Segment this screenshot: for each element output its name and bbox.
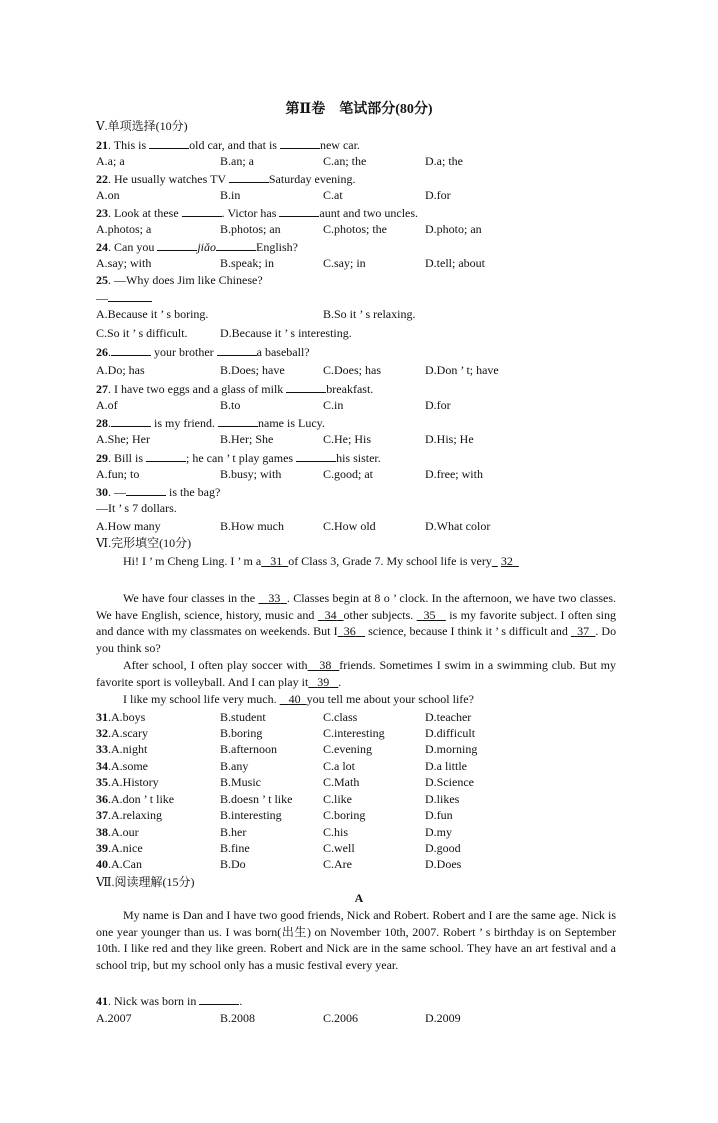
options-37: 37. A.relaxing B.interesting C.boring D.fun	[96, 808, 453, 822]
options-29: A.fun; to B.busy; with C.good; at D.free; with	[96, 467, 483, 481]
question-24: 24. Can you jiǎo English?	[96, 240, 299, 254]
options-25-row2: C.So it ’ s difficult. D.Because it ’ s interesting.	[96, 326, 352, 340]
options-23: A.photos; a B.photos; an C.photos; the D.photo; an	[96, 222, 482, 236]
section-heading-reading: Ⅶ.阅读理解(15分)	[96, 875, 195, 889]
options-32: 32. A.scary B.boring C.interesting D.difficult	[96, 726, 476, 740]
options-27: A.of B.to C.in D.for	[96, 398, 451, 412]
cloze-paragraph-2: We have four classes in the 33 . Classes begin at 8 o ’ clock. In the afternoon, we have two classes. We have English, science, history, music and 34 other subjects. 35 is my favorite subject. I often sing and dance with my classmates on weekends. But I 36 science, because I think it ’ s difficult and 37 . Do you think so?	[96, 591, 617, 655]
question-26: 26. your brother a baseball?	[96, 345, 310, 359]
question-30: 30. — is the bag?	[96, 485, 221, 499]
options-40: 40. A.Can B.Do C.Are D.Does	[96, 857, 462, 871]
cloze-paragraph-1: Hi! I ’ m Cheng Ling. I ’ m a 31 of Class 3, Grade 7. My school life is very 32	[123, 554, 513, 568]
question-29: 29. Bill is ; he can ’ t play games his sister.	[96, 451, 381, 465]
options-33: 33. A.night B.afternoon C.evening D.morning	[96, 742, 478, 756]
options-30: A.How many B.How much C.How old D.What color	[96, 519, 491, 533]
question-25: 25. —Why does Jim like Chinese?	[96, 273, 263, 287]
answer-line-30: —It ’ s 7 dollars.	[96, 501, 177, 515]
options-28: A.She; Her B.Her; She C.He; His D.His; He	[96, 432, 474, 446]
question-23: 23. Look at these . Victor has aunt and two uncles.	[96, 206, 419, 220]
options-39: 39. A.nice B.fine C.well D.good	[96, 841, 461, 855]
answer-line-25: —	[96, 289, 152, 306]
section-heading-cloze: Ⅵ.完形填空(10分)	[96, 536, 192, 550]
options-41: A.2007 B.2008 C.2006 D.2009	[96, 1011, 461, 1025]
reading-passage-a: My name is Dan and I have two good friends, Nick and Robert. Robert and I are the same age. Nick is one year younger than us. I was born(出生) on November 10th, 2007. Robert ’ s birthday is on September 10th. I like red and they like green. Robert and Nick are in the same school. They have an art festival and a school trip, but my school only has a music festival every year.	[96, 908, 616, 972]
options-26: A.Do; has B.Does; have C.Does; has D.Don ’ t; have	[96, 363, 499, 377]
options-36: 36. A.don ’ t like B.doesn ’ t like C.like D.likes	[96, 792, 460, 806]
cloze-paragraph-4: I like my school life very much. 40 you tell me about your school life?	[123, 692, 474, 706]
options-21: A.a; a B.an; a C.an; the D.a; the	[96, 154, 463, 168]
question-27: 27. I have two eggs and a glass of milk breakfast.	[96, 382, 374, 396]
question-28: 28. is my friend. name is Lucy.	[96, 416, 325, 430]
options-25-row1: A.Because it ’ s boring. B.So it ’ s relaxing.	[96, 307, 416, 321]
passage-label-a: A	[354, 891, 364, 905]
options-34: 34. A.some B.any C.a lot D.a little	[96, 759, 467, 773]
section-heading-single-choice: Ⅴ.单项选择(10分)	[96, 119, 188, 133]
options-22: A.on B.in C.at D.for	[96, 188, 451, 202]
cloze-paragraph-3: After school, I often play soccer with 38 friends. Sometimes I swim in a swimming club. But my favorite sport is volleyball. And I can play it 39 .	[96, 658, 616, 689]
question-22: 22. He usually watches TV Saturday evening.	[96, 172, 356, 186]
question-21: 21. This is old car, and that is new car.	[96, 138, 360, 152]
options-35: 35. A.History B.Music C.Math D.Science	[96, 775, 474, 789]
question-41: 41. Nick was born in .	[96, 994, 243, 1008]
options-38: 38. A.our B.her C.his D.my	[96, 825, 452, 839]
page-title: 第Ⅱ卷 笔试部分(80分)	[285, 102, 433, 117]
options-31: 31. A.boys B.student C.class D.teacher	[96, 710, 472, 724]
options-24: A.say; with B.speak; in C.say; in D.tell; about	[96, 256, 485, 270]
